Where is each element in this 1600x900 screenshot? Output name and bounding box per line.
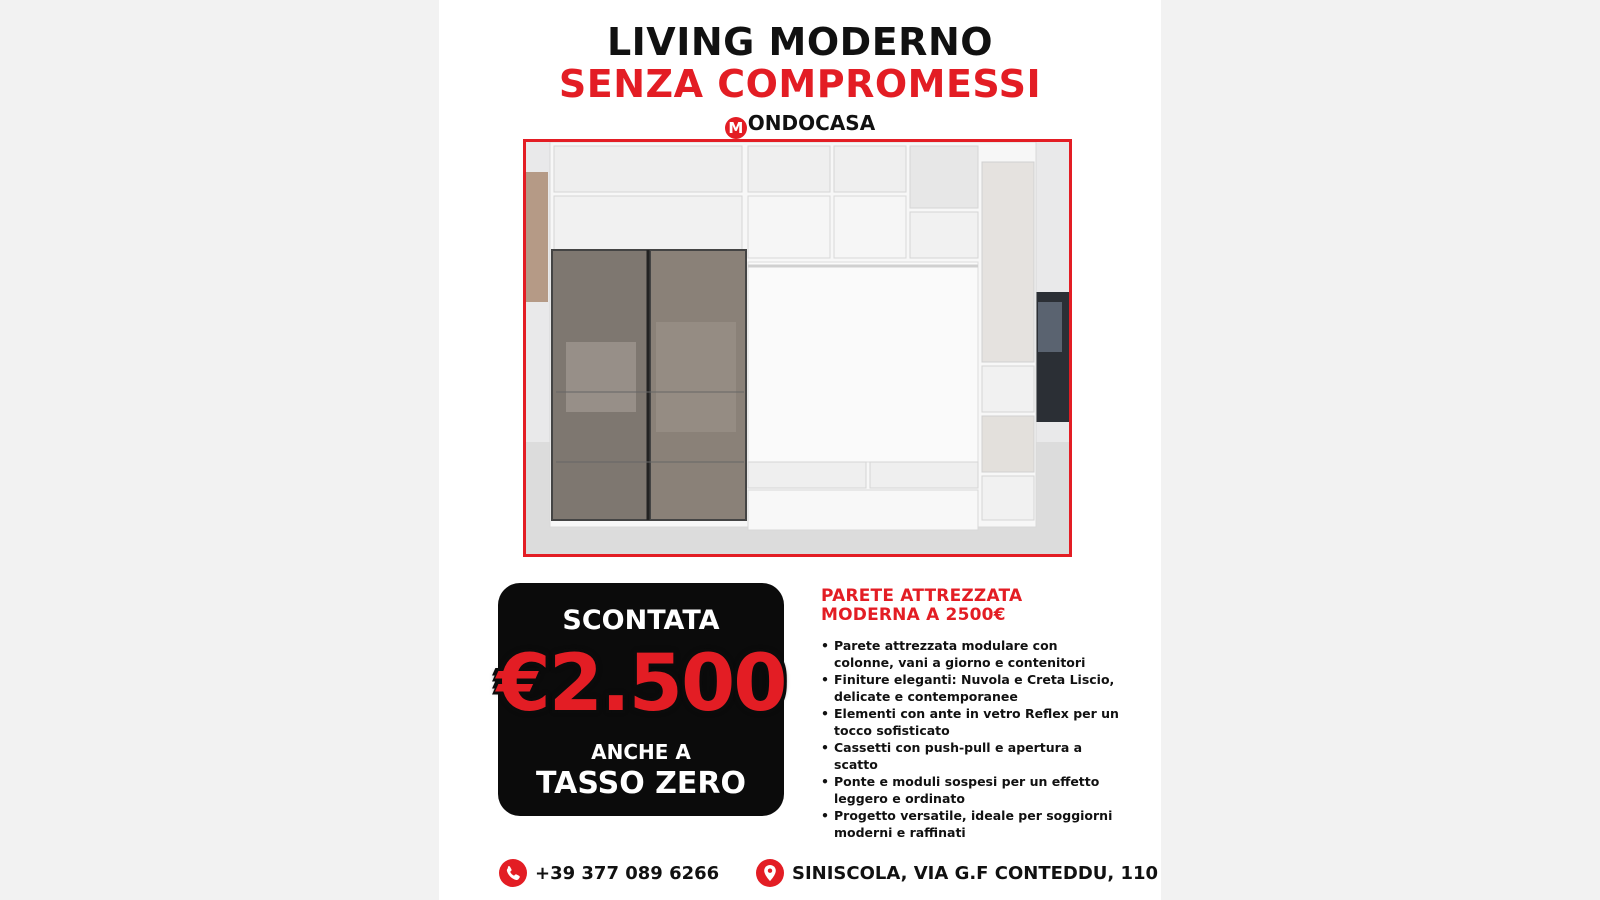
headline-line1: LIVING MODERNO <box>606 20 994 64</box>
details-heading-line1: PARETE ATTREZZATA <box>821 586 1023 606</box>
brand-logo-initial: M <box>725 117 747 139</box>
brand-logo-text: ONDOCASA <box>747 111 876 135</box>
wall-unit-illustration <box>526 142 1069 554</box>
financing-line1: ANCHE A <box>591 740 691 764</box>
feature-item: • Ponte e moduli sospesi per un effetto leggero e ordinato <box>821 773 1121 807</box>
details-heading-line2: MODERNA A 2500€ <box>821 605 1006 625</box>
discount-label: SCONTATA <box>562 605 720 636</box>
flyer-page <box>439 0 1161 900</box>
phone-contact[interactable] <box>499 859 719 887</box>
product-photo <box>523 139 1072 557</box>
address-text: SINISCOLA, VIA G.F CONTEDDU, 110 <box>792 862 1159 884</box>
feature-item: • Cassetti con push-pull e apertura a scatto <box>821 739 1121 773</box>
phone-number: +39 377 089 6266 <box>535 862 720 884</box>
address-contact[interactable] <box>756 859 1158 887</box>
product-details <box>821 587 1121 841</box>
financing-line2: TASSO ZERO <box>535 766 746 801</box>
details-heading <box>821 587 1121 625</box>
phone-icon <box>499 859 527 887</box>
brand-logo <box>439 111 1161 139</box>
feature-item: • Elementi con ante in vetro Reflex per un tocco sofisticato <box>821 705 1121 739</box>
price-box <box>498 583 784 816</box>
feature-item: • Parete attrezzata modulare con colonne, vani a giorno e contenitori <box>821 637 1121 671</box>
price-value: €2.500 <box>496 639 786 729</box>
feature-item: • Progetto versatile, ideale per soggiorni moderni e raffinati <box>821 807 1121 841</box>
feature-item: • Finiture eleganti: Nuvola e Creta Liscio, delicate e contemporanee <box>821 671 1121 705</box>
feature-list <box>821 637 1121 841</box>
headline-line2: SENZA COMPROMESSI <box>558 62 1042 106</box>
map-pin-icon <box>756 859 784 887</box>
